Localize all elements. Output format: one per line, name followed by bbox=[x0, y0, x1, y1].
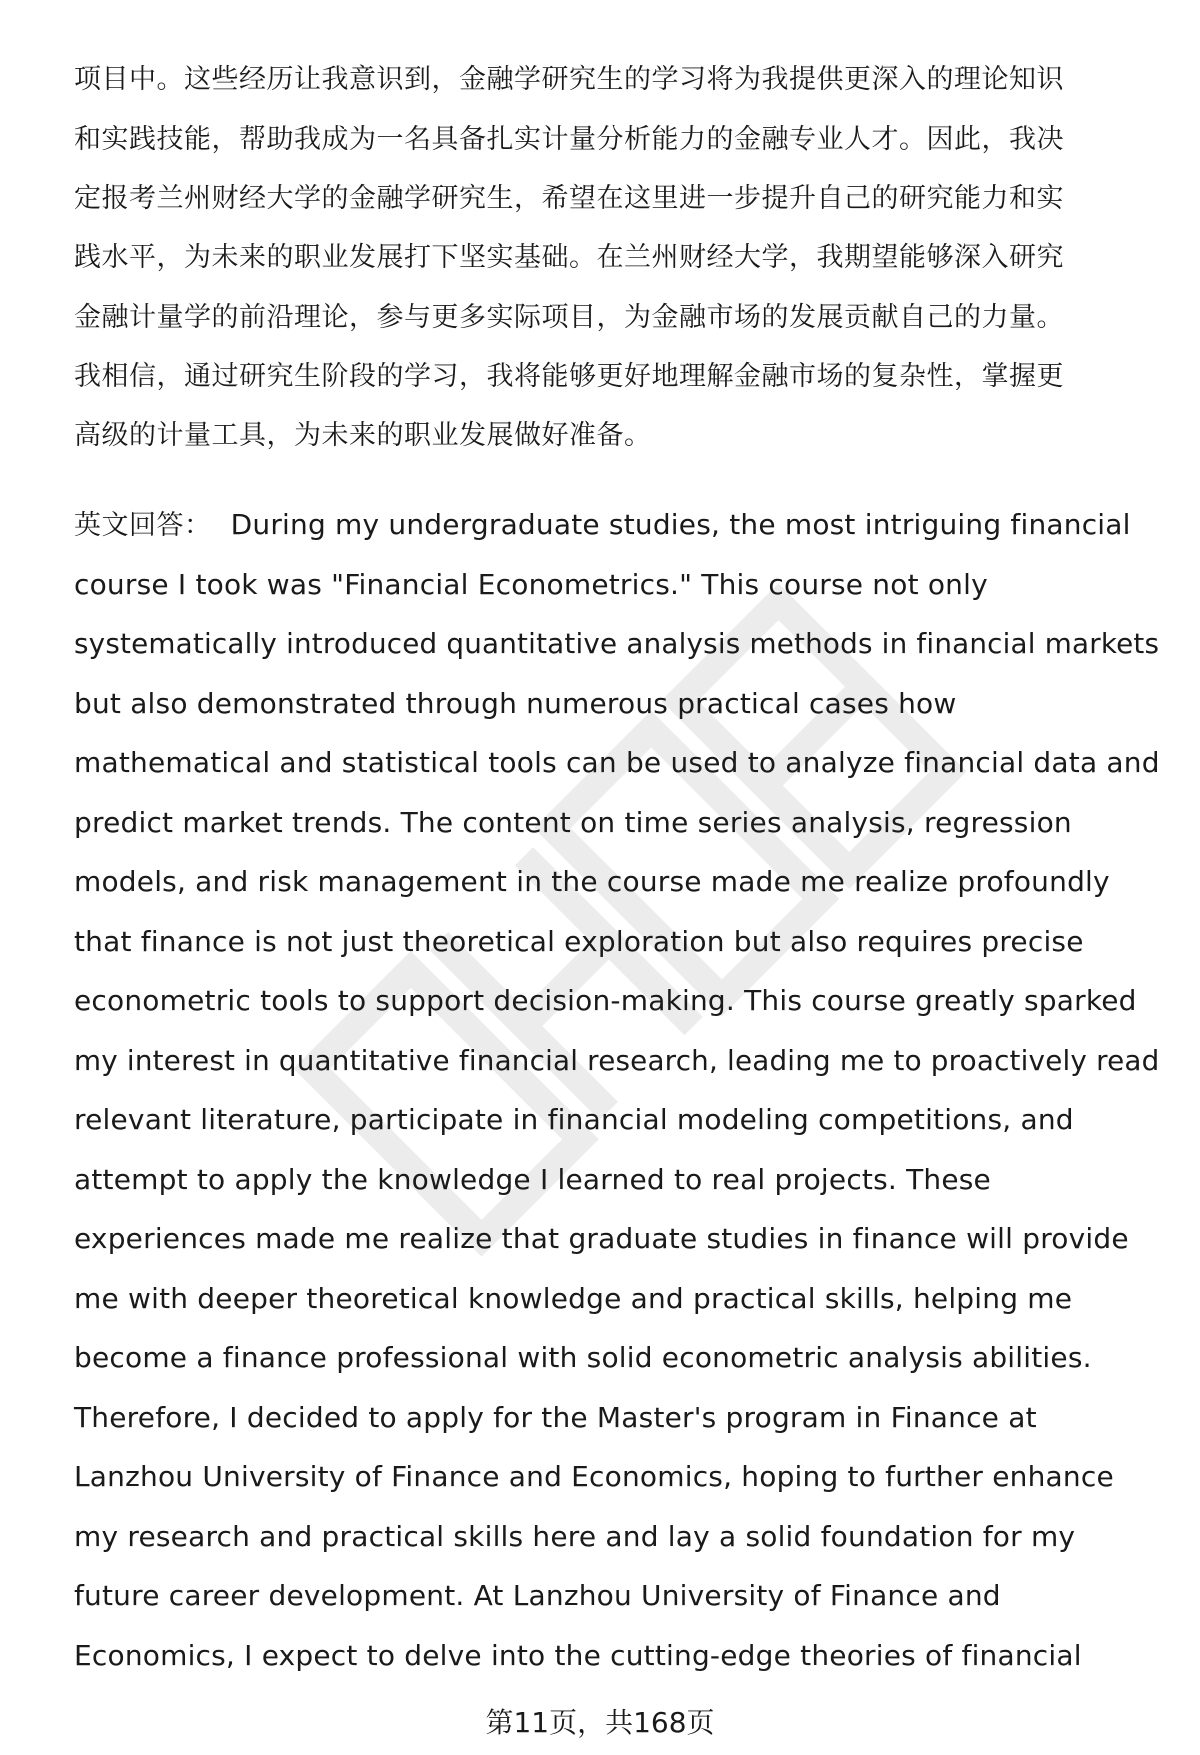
chinese-text-line: 金融计量学的前沿理论，参与更多实际项目，为金融市场的发展贡献自己的力量。 bbox=[74, 302, 1064, 333]
english-text-line: my interest in quantitative financial research, leading me to proactively read bbox=[74, 1044, 1160, 1077]
english-text-line: Therefore, I decided to apply for the Master's program in Finance at bbox=[74, 1401, 1037, 1434]
english-answer-label: 英文回答： bbox=[74, 510, 212, 541]
english-text-line: but also demonstrated through numerous practical cases how bbox=[74, 687, 957, 720]
english-text-line: During my undergraduate studies, the most intriguing financial bbox=[230, 508, 1131, 541]
english-text-line: Lanzhou University of Finance and Economics, hoping to further enhance bbox=[74, 1460, 1114, 1493]
english-text-line: course I took was "Financial Econometrics." This course not only bbox=[74, 568, 988, 601]
english-text-line: models, and risk management in the course made me realize profoundly bbox=[74, 865, 1110, 898]
english-text-line: me with deeper theoretical knowledge and practical skills, helping me bbox=[74, 1282, 1073, 1315]
chinese-text-line: 高级的计量工具，为未来的职业发展做好准备。 bbox=[74, 420, 652, 451]
english-text-line: become a finance professional with solid econometric analysis abilities. bbox=[74, 1341, 1092, 1374]
chinese-text-line: 和实践技能，帮助我成为一名具备扎实计量分析能力的金融专业人才。因此，我决 bbox=[74, 124, 1064, 155]
english-text-line: experiences made me realize that graduate studies in finance will provide bbox=[74, 1222, 1129, 1255]
chinese-text-line: 项目中。这些经历让我意识到，金融学研究生的学习将为我提供更深入的理论知识 bbox=[74, 64, 1064, 95]
chinese-text-line: 定报考兰州财经大学的金融学研究生，希望在这里进一步提升自己的研究能力和实 bbox=[74, 183, 1064, 214]
english-text-line: attempt to apply the knowledge I learned to real projects. These bbox=[74, 1163, 991, 1196]
english-text-line: that finance is not just theoretical exploration but also requires precise bbox=[74, 925, 1084, 958]
english-text-line: systematically introduced quantitative analysis methods in financial markets bbox=[74, 627, 1160, 660]
english-text-line: future career development. At Lanzhou University of Finance and bbox=[74, 1579, 1001, 1612]
english-answer-first-line bbox=[74, 508, 1131, 543]
english-text-line: predict market trends. The content on time series analysis, regression bbox=[74, 806, 1072, 839]
english-text-line: Economics, I expect to delve into the cutting-edge theories of financial bbox=[74, 1639, 1082, 1672]
english-text-line: econometric tools to support decision-making. This course greatly sparked bbox=[74, 984, 1137, 1017]
english-text-line: mathematical and statistical tools can be used to analyze financial data and bbox=[74, 746, 1160, 779]
page-number-footer: 第11页，共168页 bbox=[485, 1706, 715, 1739]
chinese-text-line: 践水平，为未来的职业发展打下坚实基础。在兰州财经大学，我期望能够深入研究 bbox=[74, 242, 1064, 273]
english-text-line: relevant literature, participate in financial modeling competitions, and bbox=[74, 1103, 1074, 1136]
english-text-line: my research and practical skills here and lay a solid foundation for my bbox=[74, 1520, 1076, 1553]
chinese-text-line: 我相信，通过研究生阶段的学习，我将能够更好地理解金融市场的复杂性，掌握更 bbox=[74, 361, 1064, 392]
